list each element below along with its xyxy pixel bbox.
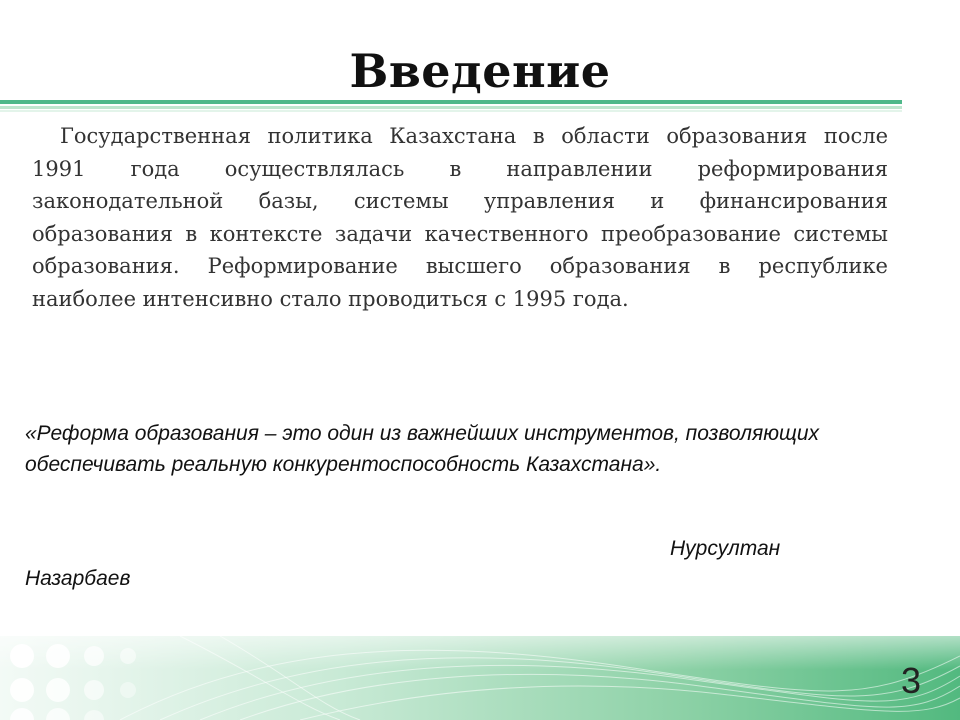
title-divider-line-secondary bbox=[0, 106, 902, 109]
title-divider bbox=[0, 100, 902, 114]
title-divider-line-primary bbox=[0, 100, 902, 104]
slide-title: Введение bbox=[349, 44, 611, 98]
title-divider-line-tertiary bbox=[0, 110, 902, 112]
quote-text: «Реформа образования – это один из важнейших инструментов, позволяющих обеспечивать реальную конкурентоспособность Казахстана». bbox=[25, 422, 820, 476]
footer-background-graphic bbox=[0, 636, 960, 720]
body-paragraph: Государственная политика Казахстана в области образования после 1991 года осуществлялась в направлении реформирования законодательной базы, системы управления и финансирования образования в контексте задачи качественного преобразование системы образования. Реформирование высшего образования в республике наиболее интенсивно стало проводиться с 1995 года. bbox=[32, 124, 888, 311]
footer-decorative-band bbox=[0, 636, 960, 720]
quote-author-first-name: Нурсултан bbox=[670, 537, 781, 560]
page-number: 3 bbox=[900, 660, 922, 701]
quote-author-last-name: Назарбаев bbox=[25, 567, 131, 590]
